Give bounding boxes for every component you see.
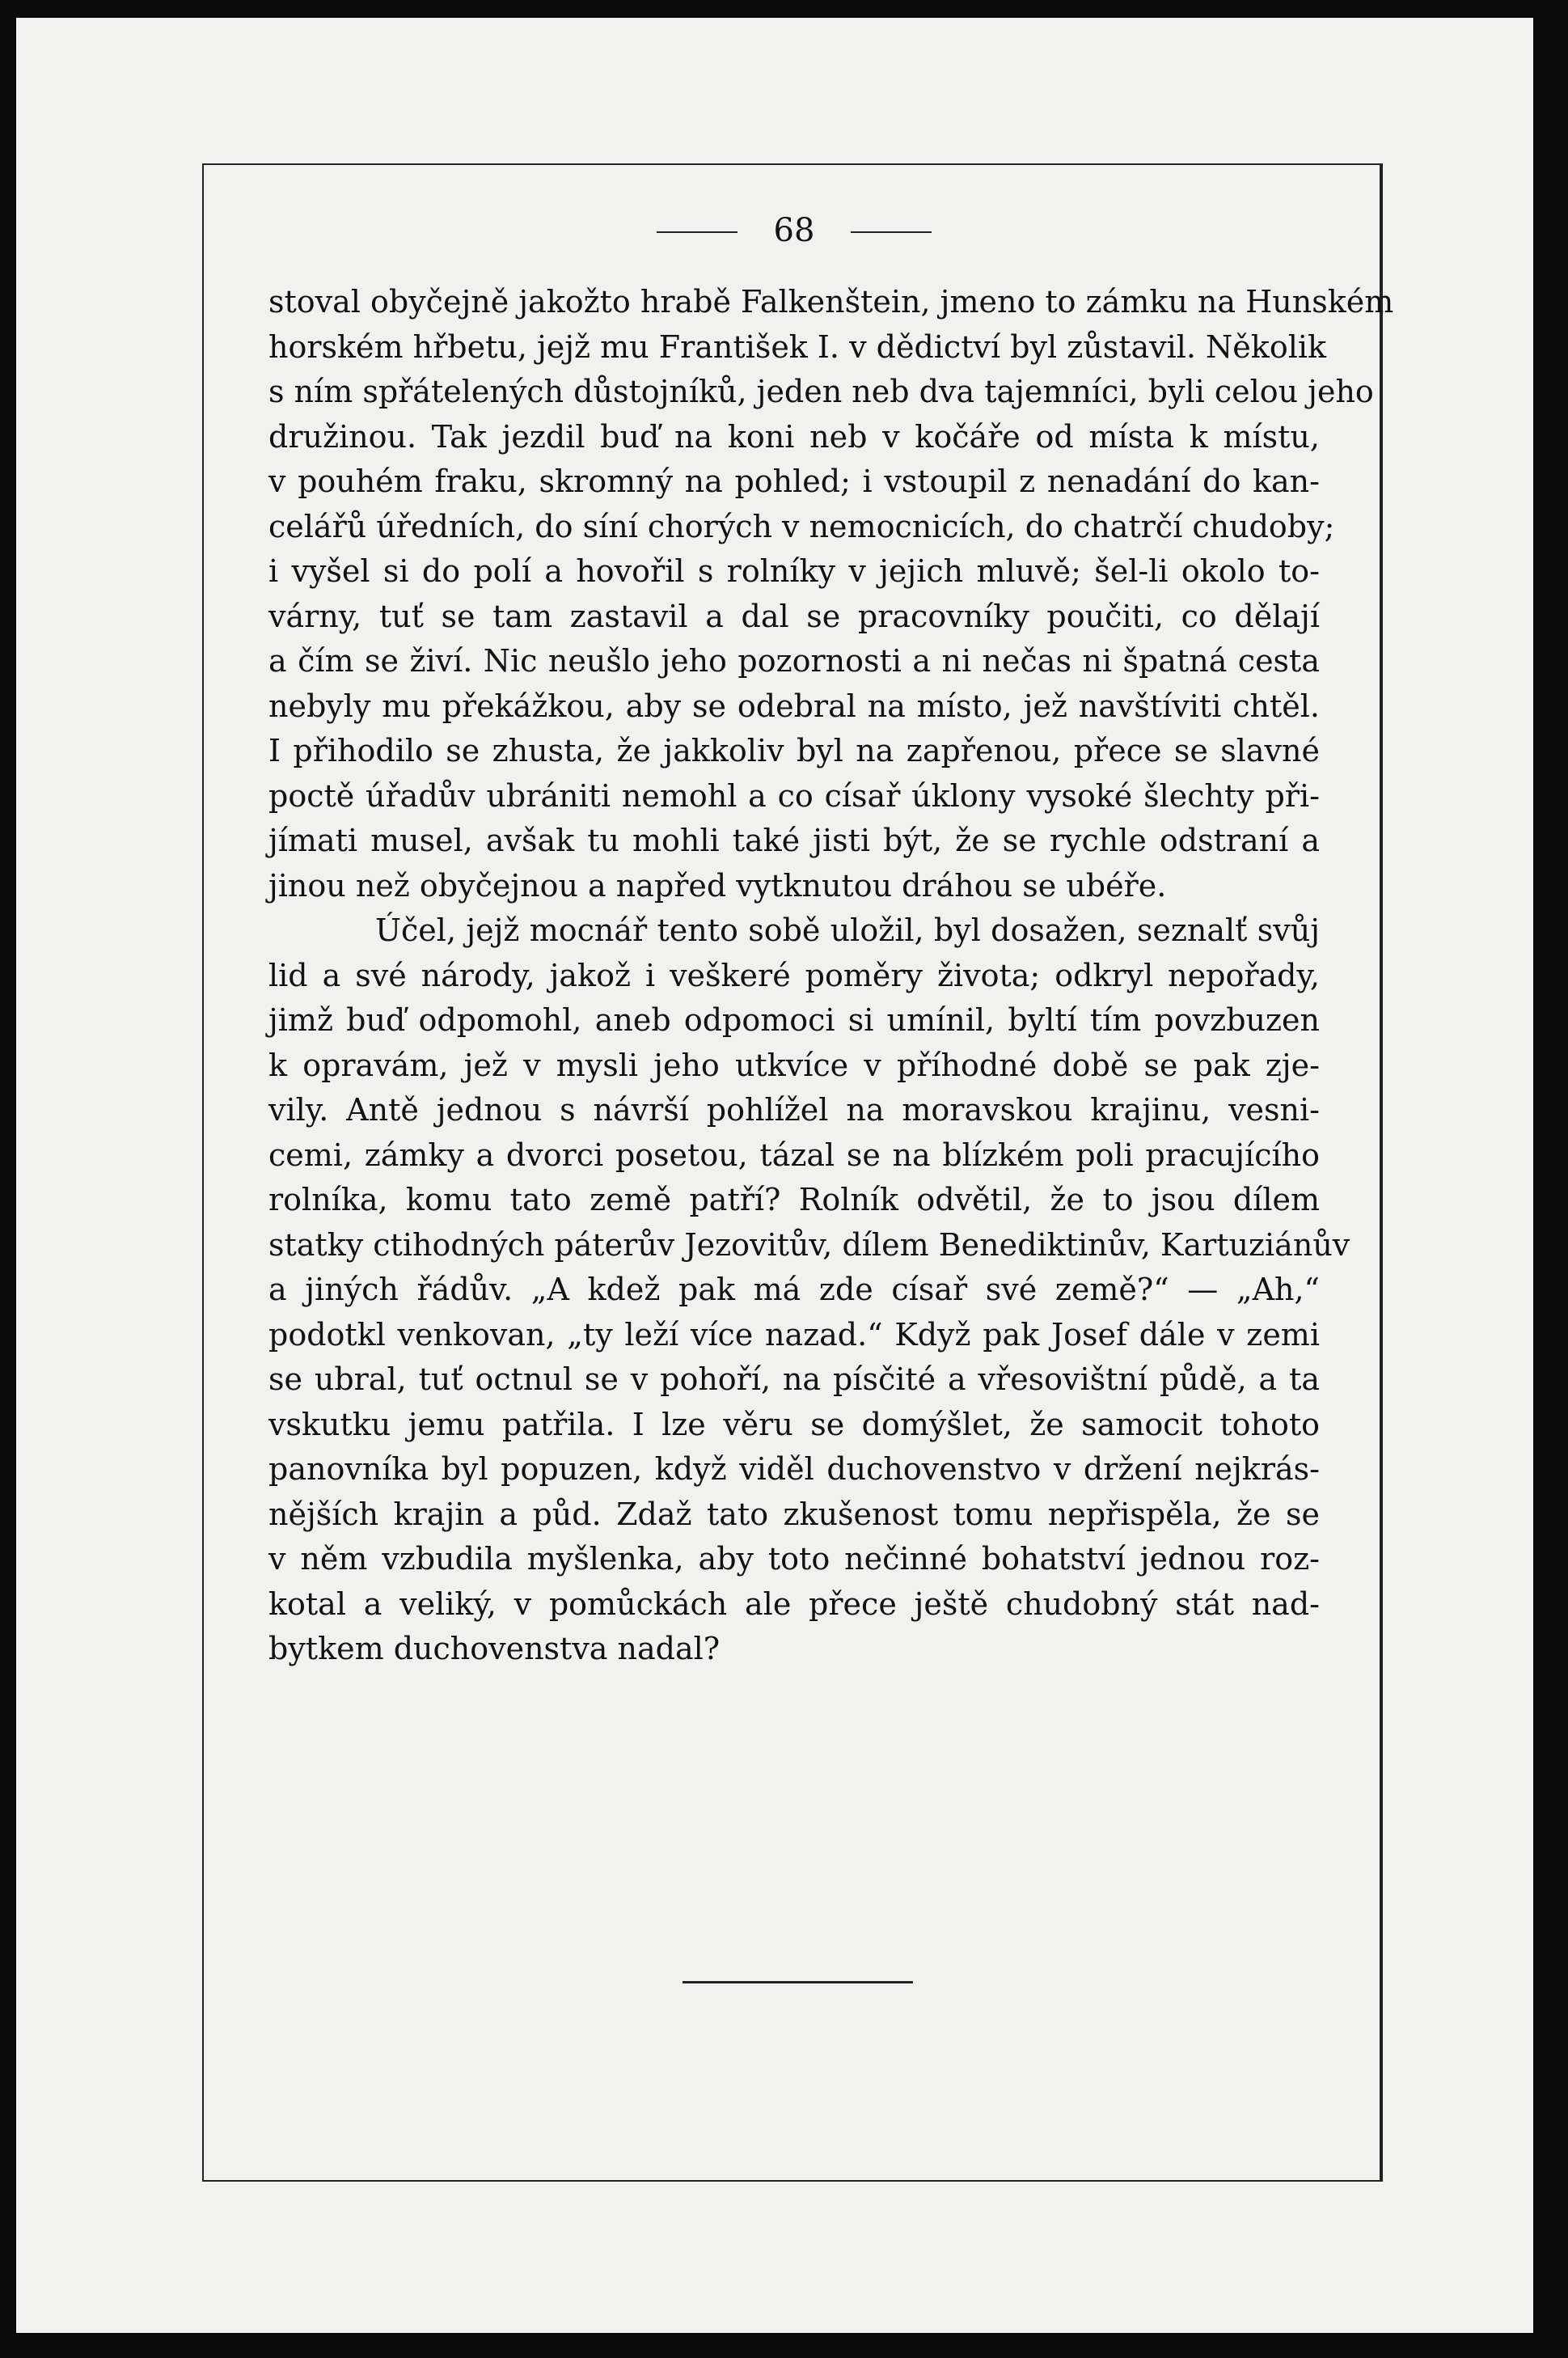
text-line: jimž buď odpomohl, aneb odpomoci si umínil, byltí tím povzbuzen [268,1002,1320,1038]
text-line: vily. Antě jednou s návrší pohlížel na moravskou krajinu, vesni- [268,1092,1320,1128]
text-line: vskutku jemu patřila. I lze věru se domýšlet, že samocit tohoto [268,1406,1320,1442]
scanned-page [16,18,1533,2333]
page-number: 68 [689,212,899,249]
paragraph-2 [268,908,1350,1672]
text-line: panovníka byl popuzen, když viděl duchovenstvo v držení nejkrás- [268,1451,1320,1487]
text-line: horském hřbetu, jejž mu František I. v dědictví byl zůstavil. Několik [268,328,1327,365]
text-line: rolníka, komu tato země patří? Rolník odvětil, že to jsou dílem [268,1182,1320,1217]
text-line: bytkem duchovenstva nadal? [268,1631,721,1666]
text-line: lid a své národy, jakož i veškeré poměry života; odkryl nepořady, [268,957,1320,993]
page-frame [202,163,1394,2182]
text-line: se ubral, tuť octnul se v pohoří, na písčité a vřesovištní půdě, a ta [268,1361,1320,1397]
text-line: s ním spřátelených důstojníků, jeden neb dva tajemníci, byli celou jeho [268,374,1374,409]
text-line: nějších krajin a půd. Zdaž tato zkušenost tomu nepřispěla, že se [268,1496,1320,1532]
text-line: a jiných řádův. „A kdež pak má zde císař své země?“ — „Ah,“ [268,1272,1320,1307]
text-line: v pouhém fraku, skromný na pohled; i vstoupil z nenadání do kan- [268,464,1320,499]
text-line: poctě úřadův ubrániti nemohl a co císař úklony vysoké šlechty při- [268,777,1320,814]
end-rule [683,1981,913,1983]
text-line: i vyšel si do polí a hovořil s rolníky v jejich mluvě; šel-li okolo to- [268,553,1320,589]
text-line: várny, tuť se tam zastavil a dal se pracovníky poučiti, co dělají [268,598,1320,634]
text-line: k opravám, jež v mysli jeho utkvíce v příhodné době se pak zje- [268,1047,1320,1083]
text-line: celářů úředních, do síní chorých v nemocnicích, do chatrčí chudoby; [268,508,1335,544]
text-block [268,280,1394,1672]
text-line: jímati musel, avšak tu mohli také jisti být, že se rychle odstraní a [268,823,1320,858]
text-line: a čím se živí. Nic neušlo jeho pozornosti a ni nečas ni špatná cesta [268,643,1320,679]
text-line: podotkl venkovan, „ty leží více nazad.“ Když pak Josef dále v zemi [268,1316,1320,1353]
text-line: Účel, jejž mocnář tento sobě uložil, byl dosažen, seznalť svůj [375,912,1320,948]
text-line: I přihodilo se zhusta, že jakkoliv byl na zapřenou, přece se slavné [268,733,1320,768]
text-line: nebyly mu překážkou, aby se odebral na místo, jež navštíviti chtěl. [268,688,1320,724]
text-line: stoval obyčejně jakožto hrabě Falkenštein, jmeno to zámku na Hunském [268,284,1394,320]
text-line: cemi, zámky a dvorci posetou, tázal se na blízkém poli pracujícího [268,1137,1320,1173]
text-line: v něm vzbudila myšlenka, aby toto nečinné bohatství jednou roz- [268,1541,1320,1577]
text-line: kotal a veliký, v pomůckách ale přece ještě chudobný stát nad- [268,1585,1320,1622]
paragraph-1 [268,280,1394,908]
text-line: jinou než obyčejnou a napřed vytknutou dráhou se ubéře. [268,867,1167,904]
text-line: družinou. Tak jezdil buď na koni neb v kočáře od místa k místu, [268,418,1320,455]
text-line: statky ctihodných páterův Jezovitův, dílem Benediktinův, Kartuziánův [268,1226,1350,1263]
